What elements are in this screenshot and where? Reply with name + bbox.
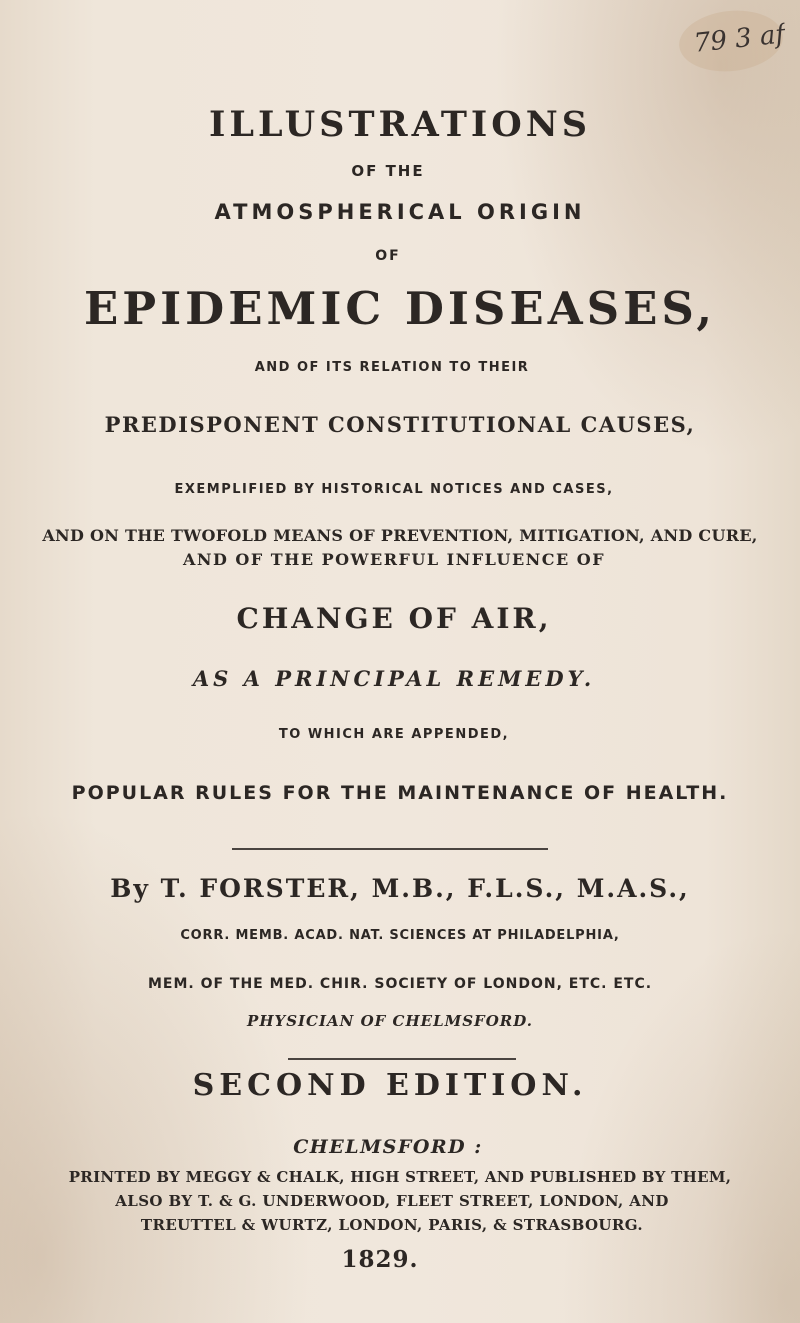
author-credential-academy: CORR. MEMB. ACAD. NAT. SCIENCES AT PHILADELPHIA, [180, 928, 620, 943]
title-line-atmospherical-origin: ATMOSPHERICAL ORIGIN [214, 200, 586, 224]
author-credential-physician: PHYSICIAN OF CHELMSFORD. [247, 1012, 533, 1030]
title-line-principal-remedy: AS A PRINCIPAL REMEDY. [192, 666, 596, 691]
title-line-powerful-influence: AND OF THE POWERFUL INFLUENCE OF [182, 550, 606, 569]
imprint-also-by: ALSO BY T. & G. UNDERWOOD, FLEET STREET, LONDON, AND [115, 1192, 669, 1210]
publication-year: 1829. [341, 1246, 419, 1273]
imprint-place: CHELMSFORD : [293, 1136, 483, 1158]
title-line-of-the: OF THE [351, 162, 425, 180]
corner-handwritten-mark [673, 0, 790, 81]
divider-rule-bottom [288, 1058, 516, 1060]
title-line-popular-rules: POPULAR RULES FOR THE MAINTENANCE OF HEALTH. [71, 782, 729, 804]
divider-rule-top [232, 848, 548, 850]
author-line: By T. FORSTER, M.B., F.L.S., M.A.S., [110, 874, 690, 903]
imprint-treuttel-wurtz: TREUTTEL & WURTZ, LONDON, PARIS, & STRASBOURG. [140, 1216, 644, 1234]
title-line-of: OF [375, 248, 401, 264]
title-line-exemplified: EXEMPLIFIED BY HISTORICAL NOTICES AND CASES, [174, 482, 614, 497]
title-line-illustrations: ILLUSTRATIONS [208, 104, 592, 145]
title-line-predisponent: PREDISPONENT CONSTITUTIONAL CAUSES, [104, 412, 696, 437]
imprint-printed-by: PRINTED BY MEGGY & CHALK, HIGH STREET, AND PUBLISHED BY THEM, [68, 1168, 732, 1186]
svg-text:79 3 af: 79 3 af [692, 19, 787, 59]
title-line-twofold-means: AND ON THE TWOFOLD MEANS OF PREVENTION, MITIGATION, AND CURE, [42, 526, 758, 545]
title-line-change-of-air: CHANGE OF AIR, [236, 602, 552, 635]
author-credential-society: MEM. OF THE MED. CHIR. SOCIETY OF LONDON, ETC. ETC. [147, 976, 653, 992]
edition-line: SECOND EDITION. [192, 1068, 588, 1103]
title-line-appended: TO WHICH ARE APPENDED, [278, 727, 510, 742]
title-line-relation: AND OF ITS RELATION TO THEIR [254, 360, 530, 375]
title-line-epidemic-diseases: EPIDEMIC DISEASES, [84, 282, 716, 335]
